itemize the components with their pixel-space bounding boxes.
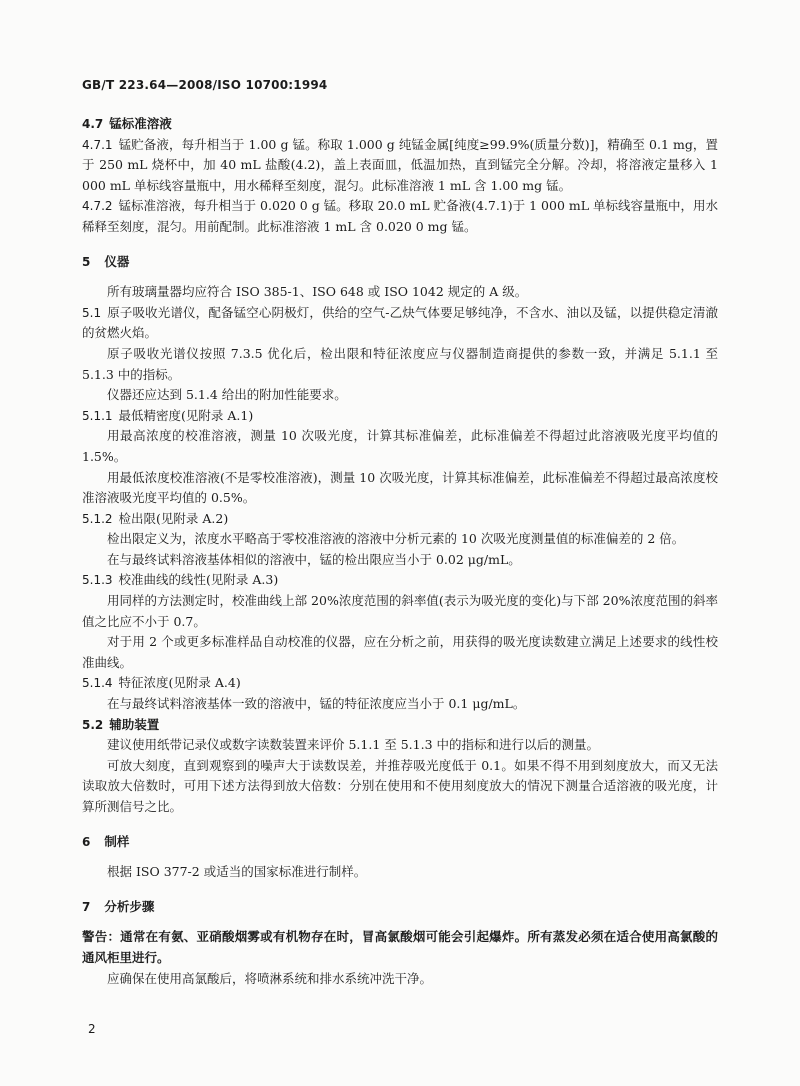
section-number: 5.1 — [82, 305, 102, 320]
section-number: 4.7 — [82, 117, 104, 131]
paragraph: 在与最终试料溶液基体相似的溶液中，锰的检出限应当小于 0.02 μg/mL。 — [107, 551, 521, 567]
section-5-1-4-heading — [82, 673, 718, 694]
paragraph: 对于用 2 个或更多标准样品自动校准的仪器，应在分析之前，用获得的吸光度读数建立满足上述要求的线性校准曲线。 — [82, 634, 718, 670]
section-title: 辅助装置 — [109, 716, 160, 732]
paragraph: 建议使用纸带记录仪或数字读数装置来评价 5.1.1 至 5.1.3 中的指标和进行以后的测量。 — [107, 737, 600, 753]
section-title: 制样 — [104, 833, 130, 849]
paragraph: 根据 ISO 377-2 或适当的国家标准进行制样。 — [107, 864, 367, 880]
section-number: 7 — [82, 899, 91, 914]
section-4-7-1 — [82, 135, 718, 197]
section-5-1-2-heading — [82, 509, 718, 530]
paragraph: 原子吸收光谱仪按照 7.3.5 优化后，检出限和特征浓度应与仪器制造商提供的参数一致，并满足 5.1.1 至 5.1.3 中的指标。 — [82, 345, 718, 382]
section-5-1-3-heading — [82, 570, 718, 591]
section-5-1-1-heading — [82, 406, 718, 427]
section-title: 最低精密度(见附录 A.1) — [118, 407, 254, 423]
paragraph: 原子吸收光谱仪，配备锰空心阴极灯，供给的空气-乙炔气体要足够纯净，不含水、油以及锰，以提供稳定清澈的贫燃火焰。 — [82, 304, 718, 341]
paragraph: 检出限定义为，浓度水平略高于零校准溶液的溶液中分析元素的 10 次吸光度测量值的标准偏差的 2 倍。 — [107, 531, 685, 547]
warning-text: 警告：通常在有氨、亚硝酸烟雾或有机物存在时，冒高氯酸烟可能会引起爆炸。所有蒸发必须在适合使用高氯酸的通风柜里进行。 — [82, 929, 718, 965]
section-number: 5.1.3 — [82, 573, 113, 588]
paragraph: 所有玻璃量器均应符合 ISO 385-1、ISO 648 或 ISO 1042 规定的 A 级。 — [107, 284, 528, 300]
section-4-7-heading — [82, 114, 718, 135]
section-title: 分析步骤 — [104, 898, 155, 914]
section-5-2-heading — [82, 715, 718, 736]
paragraph: 锰贮备液，每升相当于 1.00 g 锰。称取 1.000 g 纯锰金属[纯度≥99.9%(质量分数)]，精确至 0.1 mg，置于 250 mL 烧杯中，加 40 mL 盐酸(4.2)，盖上表面皿，低温加热，直到锰完全分解。冷却，将溶液定量移入 1 000 mL 单标线容量瓶中，用水稀释至刻度，混匀。此标准溶液 1 mL 含 1.00 mg 锰。 — [82, 136, 718, 193]
page-number: 2 — [88, 1022, 96, 1036]
standard-code-header: GB/T 223.64—2008/ISO 10700:1994 — [82, 78, 328, 92]
section-5-1 — [82, 303, 718, 344]
section-7-heading — [82, 897, 718, 918]
paragraph: 应确保在使用高氯酸后，将喷淋系统和排水系统冲洗干净。 — [107, 970, 433, 986]
section-6-heading — [82, 832, 718, 853]
paragraph: 用最高浓度的校准溶液，测量 10 次吸光度，计算其标准偏差，此标准偏差不得超过此溶液吸光度平均值的 1.5%。 — [82, 428, 718, 464]
section-title: 校准曲线的线性(见附录 A.3) — [118, 572, 279, 588]
paragraph: 在与最终试料溶液基体一致的溶液中，锰的特征浓度应当小于 0.1 μg/mL。 — [107, 696, 526, 712]
paragraph: 锰标准溶液，每升相当于 0.020 0 g 锰。移取 20.0 mL 贮备液(4.7.1)于 1 000 mL 单标线容量瓶中，用水稀释至刻度，混匀。用前配制。此标准溶液 1 mL 含 0.020 0 mg 锰。 — [82, 198, 719, 234]
paragraph: 用同样的方法测定时，校准曲线上部 20%浓度范围的斜率值(表示为吸光度的变化)与下部 20%浓度范围的斜率值之比应不小于 0.7。 — [82, 593, 718, 629]
section-title: 仪器 — [104, 253, 130, 269]
section-5-heading — [82, 252, 718, 273]
paragraph: 用最低浓度校准溶液(不是零校准溶液)，测量 10 次吸光度，计算其标准偏差，此标准偏差不得超过最高浓度校准溶液吸光度平均值的 0.5%。 — [82, 469, 718, 506]
paragraph: 仪器还应达到 5.1.4 给出的附加性能要求。 — [107, 387, 347, 403]
section-4-7-2 — [82, 196, 718, 237]
section-number: 4.7.1 — [82, 137, 113, 152]
section-number: 5.1.2 — [82, 511, 113, 526]
section-title: 检出限(见附录 A.2) — [118, 510, 229, 526]
paragraph: 可放大刻度，直到观察到的噪声大于读数误差，并推荐吸光度低于 0.1。如果不得不用到刻度放大，而又无法读取放大倍数时，可用下述方法得到放大倍数：分别在使用和不使用刻度放大的情况下测量合适溶液的吸光度，计算所测信号之比。 — [82, 757, 718, 814]
section-title: 锰标准溶液 — [109, 116, 172, 131]
section-number: 5.1.1 — [82, 408, 113, 423]
section-number: 5.1.4 — [82, 676, 113, 691]
section-number: 5 — [82, 254, 91, 269]
document-body — [82, 114, 718, 989]
section-number: 5.2 — [82, 717, 104, 732]
section-number: 4.7.2 — [82, 199, 113, 214]
section-number: 6 — [82, 834, 91, 849]
section-title: 特征浓度(见附录 A.4) — [118, 675, 241, 691]
